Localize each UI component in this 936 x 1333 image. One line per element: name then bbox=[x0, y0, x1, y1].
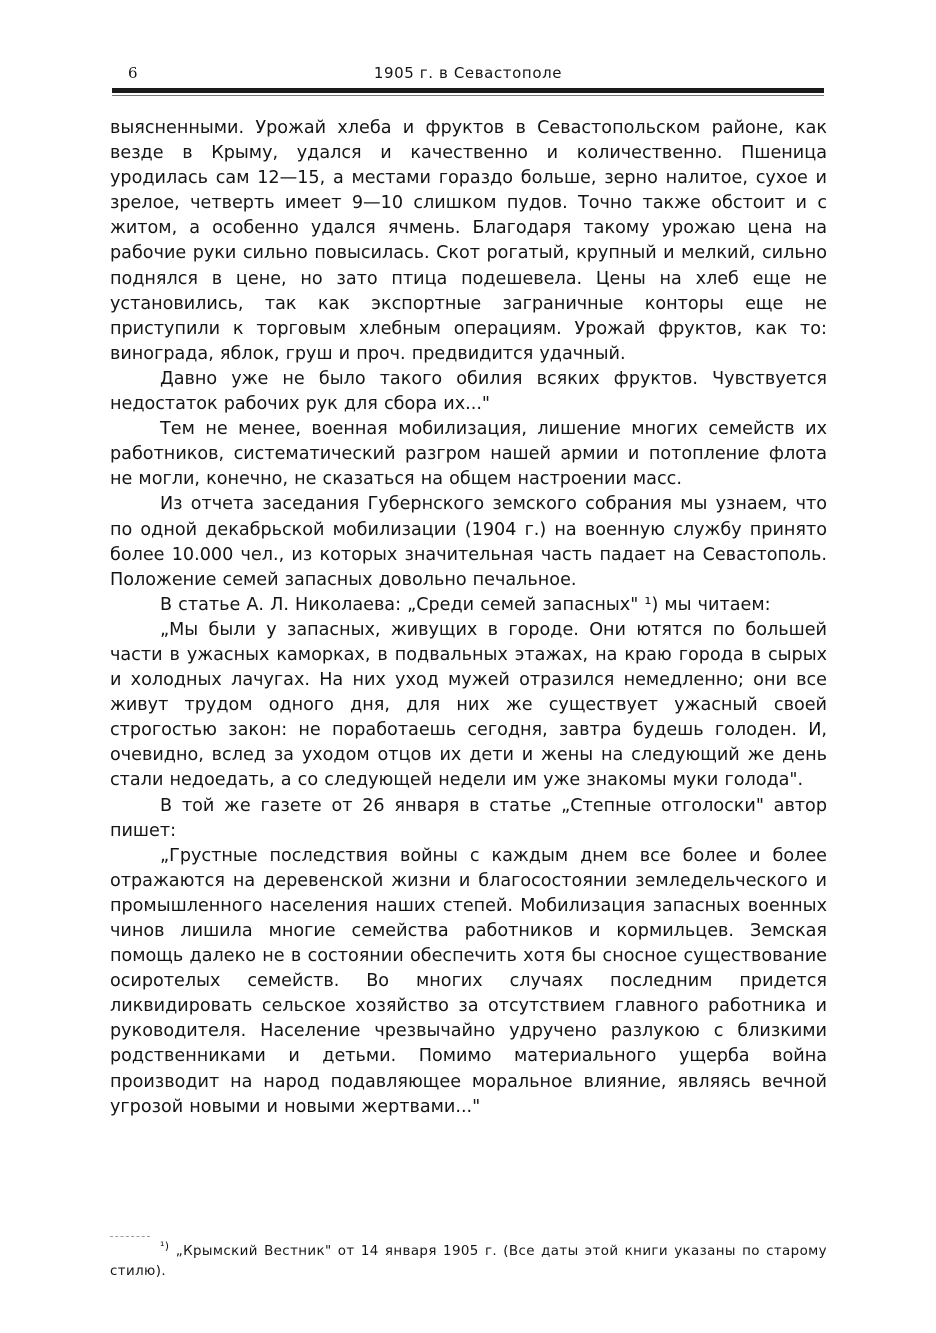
body-text bbox=[110, 116, 827, 1120]
header-rule-thin bbox=[112, 95, 824, 96]
header-rule bbox=[112, 88, 824, 93]
quoted-paragraph: „Грустные последствия войны с каждым днем все более и более отражаются на деревенской жизни и благосостоянии земледельческого и промышленного населения наших степей. Мобилизация запасных военных чинов лишила многие семейства работников и кормильцев. Земская помощь далеко не в состоянии обеспечить хотя бы сносное существование осиротелых семейств. Во многих случаях последним придется ликвидировать сельское хозяйство за отсутствием главного работника и руководителя. Население чрезвычайно удручено разлукою с близкими родственниками и детьми. Помимо материального ущерба война производит на народ подавляющее моральное влияние, являясь вечной угрозой новыми и новыми жертвами..." bbox=[110, 845, 827, 1117]
paragraph-citation-intro: В статье А. Л. Николаева: „Среди семей запасных" ¹) мы читаем: bbox=[160, 594, 771, 615]
footnote bbox=[110, 1239, 827, 1282]
paragraph: В той же газете от 26 января в статье „Степные отголоски" автор пишет: bbox=[110, 795, 827, 841]
quoted-paragraph: „Мы были у запасных, живущих в городе. Они ютятся по большей части в ужасных каморках, в подвальных этажах, на краю города в сырых и холодных лачугах. На них уход мужей отразился немедленно; они все живут трудом одного дня, для них же существует ужасный своей строгостью закон: не поработаешь сегодня, завтра будешь голоден. И, очевидно, вслед за уходом отцов их дети и жены на следующий же день стали недоедать, а со следующей недели им уже знакомы муки голода". bbox=[110, 619, 827, 791]
footnote-text: „Крымский Вестник" от 14 января 1905 г. (Все даты этой книги указаны по старому стилю). bbox=[110, 1244, 827, 1279]
paragraph: Из отчета заседания Губернского земского собрания мы узнаем, что по одной декабрьской мобилизации (1904 г.) на военную службу принято более 10.000 чел., из которых значительная часть падает на Севастополь. Положение семей запасных довольно печальное. bbox=[110, 494, 827, 590]
footnote-marker: ¹) bbox=[160, 1239, 170, 1253]
running-head bbox=[112, 64, 824, 84]
footnote-separator bbox=[110, 1236, 150, 1237]
running-title: 1905 г. в Севастополе bbox=[373, 64, 563, 82]
paragraph-continued: выясненными. Урожай хлеба и фруктов в Севастопольском районе, как везде в Крыму, удался и качественно и количественно. Пшеница уродилась сам 12—15, а местами гораздо больше, зерно налитое, сухое и зрелое, четверть имеет 9—10 слишком пудов. Точно также обстоит и с житом, а особенно удался ячмень. Благодаря такому урожаю цена на рабочие руки сильно повысилась. Скот рогатый, крупный и мелкий, сильно поднялся в цене, но зато птица подешевела. Цены на хлеб еще не установились, так как экспортные заграничные конторы еще не приступили к торговым хлебным операциям. Урожай фруктов, как то: винограда, яблок, груш и проч. предвидится удачный. bbox=[110, 118, 827, 364]
paragraph: Давно уже не было такого обилия всяких фруктов. Чувствуется недостаток рабочих рук для сбора их..." bbox=[110, 368, 827, 415]
page-number: 6 bbox=[128, 64, 138, 82]
paragraph: Тем не менее, военная мобилизация, лишение многих семейств их работников, систематический разгром нашей армии и потопление флота не могли, конечно, не сказаться на общем настроении масс. bbox=[110, 419, 827, 490]
